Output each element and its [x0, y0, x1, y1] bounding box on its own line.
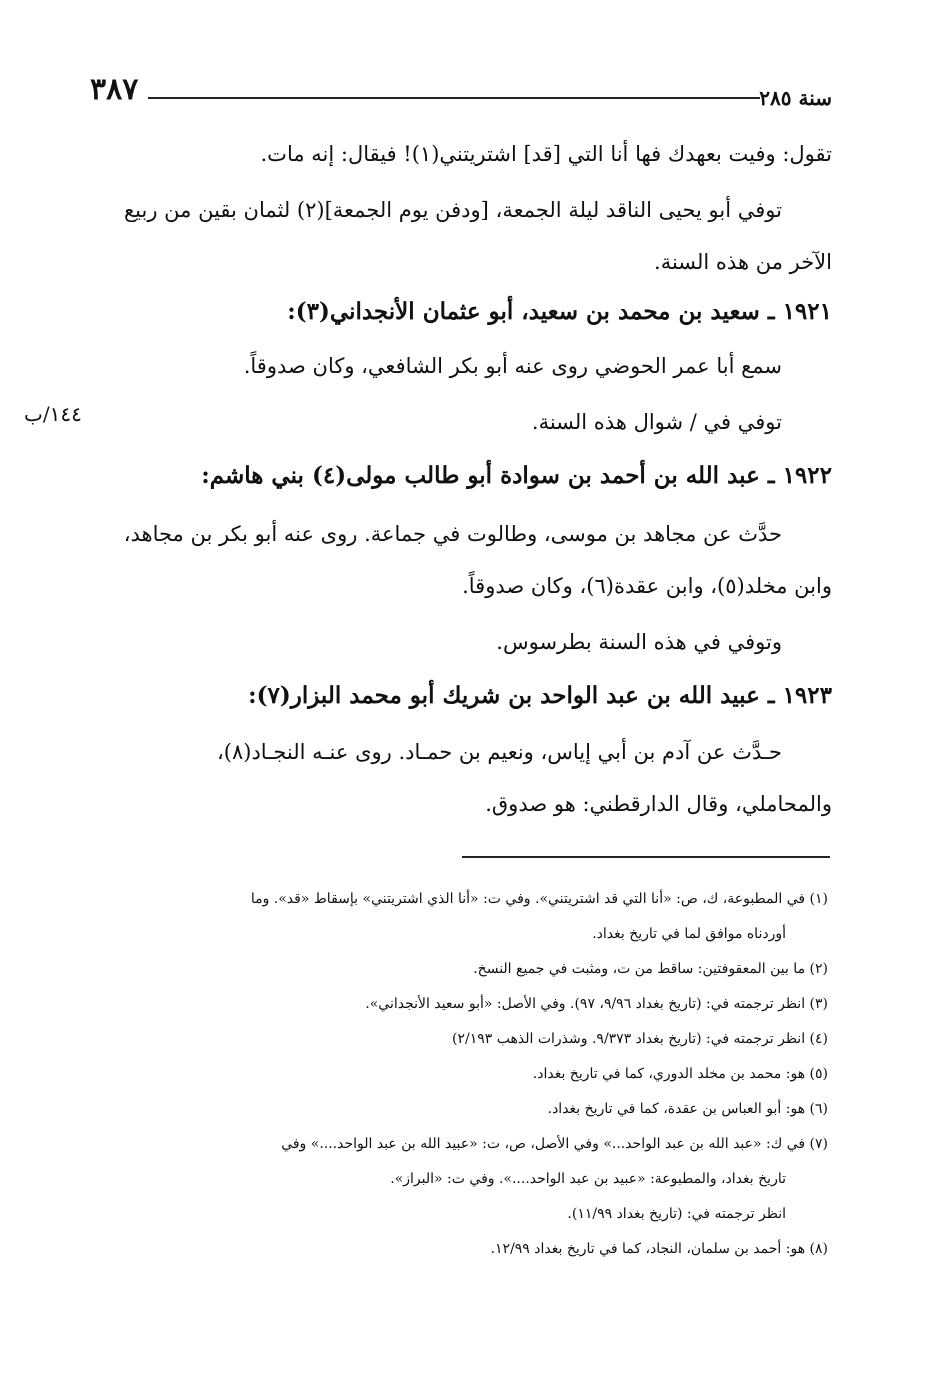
text-line: حـدَّث عن آدم بن أبي إياس، ونعيم بن حمـاد. روى عنـه النجـاد(٨)،: [216, 740, 782, 764]
footnote-rule: [462, 856, 830, 858]
footnote-continuation: أوردناه موافق لما في تاريخ بغداد.: [592, 926, 786, 942]
margin-folio-note: ١٤٤/ب: [24, 402, 82, 426]
main-text: [92, 128, 832, 830]
page-number: ٣٨٧: [90, 72, 139, 107]
text-line: وابن مخلد(٥)، وابن عقدة(٦)، وكان صدوقاً.: [462, 574, 832, 598]
entry-heading: ١٩٢٣ ـ عبيد الله بن عبد الواحد بن شريك أبو محمد البزار(٧):: [248, 682, 832, 709]
header-rule: [148, 97, 760, 99]
footnote: (٨) هو: أحمد بن سلمان، النجاد، كما في تاريخ بغداد ١٢/٩٩.: [490, 1241, 828, 1257]
entry-heading: ١٩٢٢ ـ عبد الله بن أحمد بن سوادة أبو طالب مولى(٤) بني هاشم:: [201, 462, 832, 489]
footnote: (٥) هو: محمد بن مخلد الدوري، كما في تاريخ بغداد.: [532, 1066, 828, 1082]
text-line: توفي أبو يحيى الناقد ليلة الجمعة، [ودفن يوم الجمعة](٢) لثمان بقين من ربيع: [124, 198, 782, 222]
text-line: سمع أبا عمر الحوضي روى عنه أبو بكر الشافعي، وكان صدوقاً.: [243, 354, 782, 378]
entry-heading: ١٩٢١ ـ سعيد بن محمد بن سعيد، أبو عثمان الأنجداني(٣):: [287, 298, 832, 325]
text-line: الآخر من هذه السنة.: [654, 250, 832, 274]
footnotes: [98, 882, 828, 1267]
footnote: (٦) هو: أبو العباس بن عقدة، كما في تاريخ بغداد.: [547, 1101, 828, 1117]
text-line: وتوفي في هذه السنة بطرسوس.: [496, 630, 782, 654]
text-line: توفي في / شوال هذه السنة.: [531, 410, 782, 434]
footnote: (٧) في ك: «عبد الله بن عبد الواحد...» وفي الأصل، ص، ت: «عبيد الله بن عبد الواحد....» وفي: [281, 1136, 828, 1152]
footnote: (٤) انظر ترجمته في: (تاريخ بغداد ٩/٣٧٣. وشذرات الذهب ٢/١٩٣): [452, 1031, 828, 1047]
text-line: والمحاملي، وقال الدارقطني: هو صدوق.: [485, 792, 832, 816]
footnote: (٣) انظر ترجمته في: (تاريخ بغداد ٩/٩٦، ٩٧). وفي الأصل: «أبو سعيد الأنجداني».: [365, 996, 828, 1012]
footnote-continuation: تاريخ بغداد، والمطبوعة: «عبيد بن عبد الواحد....». وفي ت: «البراز».: [390, 1171, 786, 1187]
footnote: (١) في المطبوعة، ك، ص: «أنا التي قد اشتريتني». وفي ت: «أنا الذي اشتريتني» بإسقاط «قد». وما: [250, 891, 828, 907]
footnote: (٢) ما بين المعقوفتين: ساقط من ت، ومثبت في جميع النسخ.: [473, 961, 828, 977]
running-title: سنة ٢٨٥: [759, 86, 832, 110]
text-line: حدَّث عن مجاهد بن موسى، وطالوت في جماعة. روى عنه أبو بكر بن مجاهد،: [123, 522, 782, 546]
text-line: تقول: وفيت بعهدك فها أنا التي [قد] اشتريتني(١)! فيقال: إنه مات.: [260, 142, 832, 166]
footnote-continuation: انظر ترجمته في: (تاريخ بغداد ١١/٩٩).: [567, 1206, 786, 1222]
